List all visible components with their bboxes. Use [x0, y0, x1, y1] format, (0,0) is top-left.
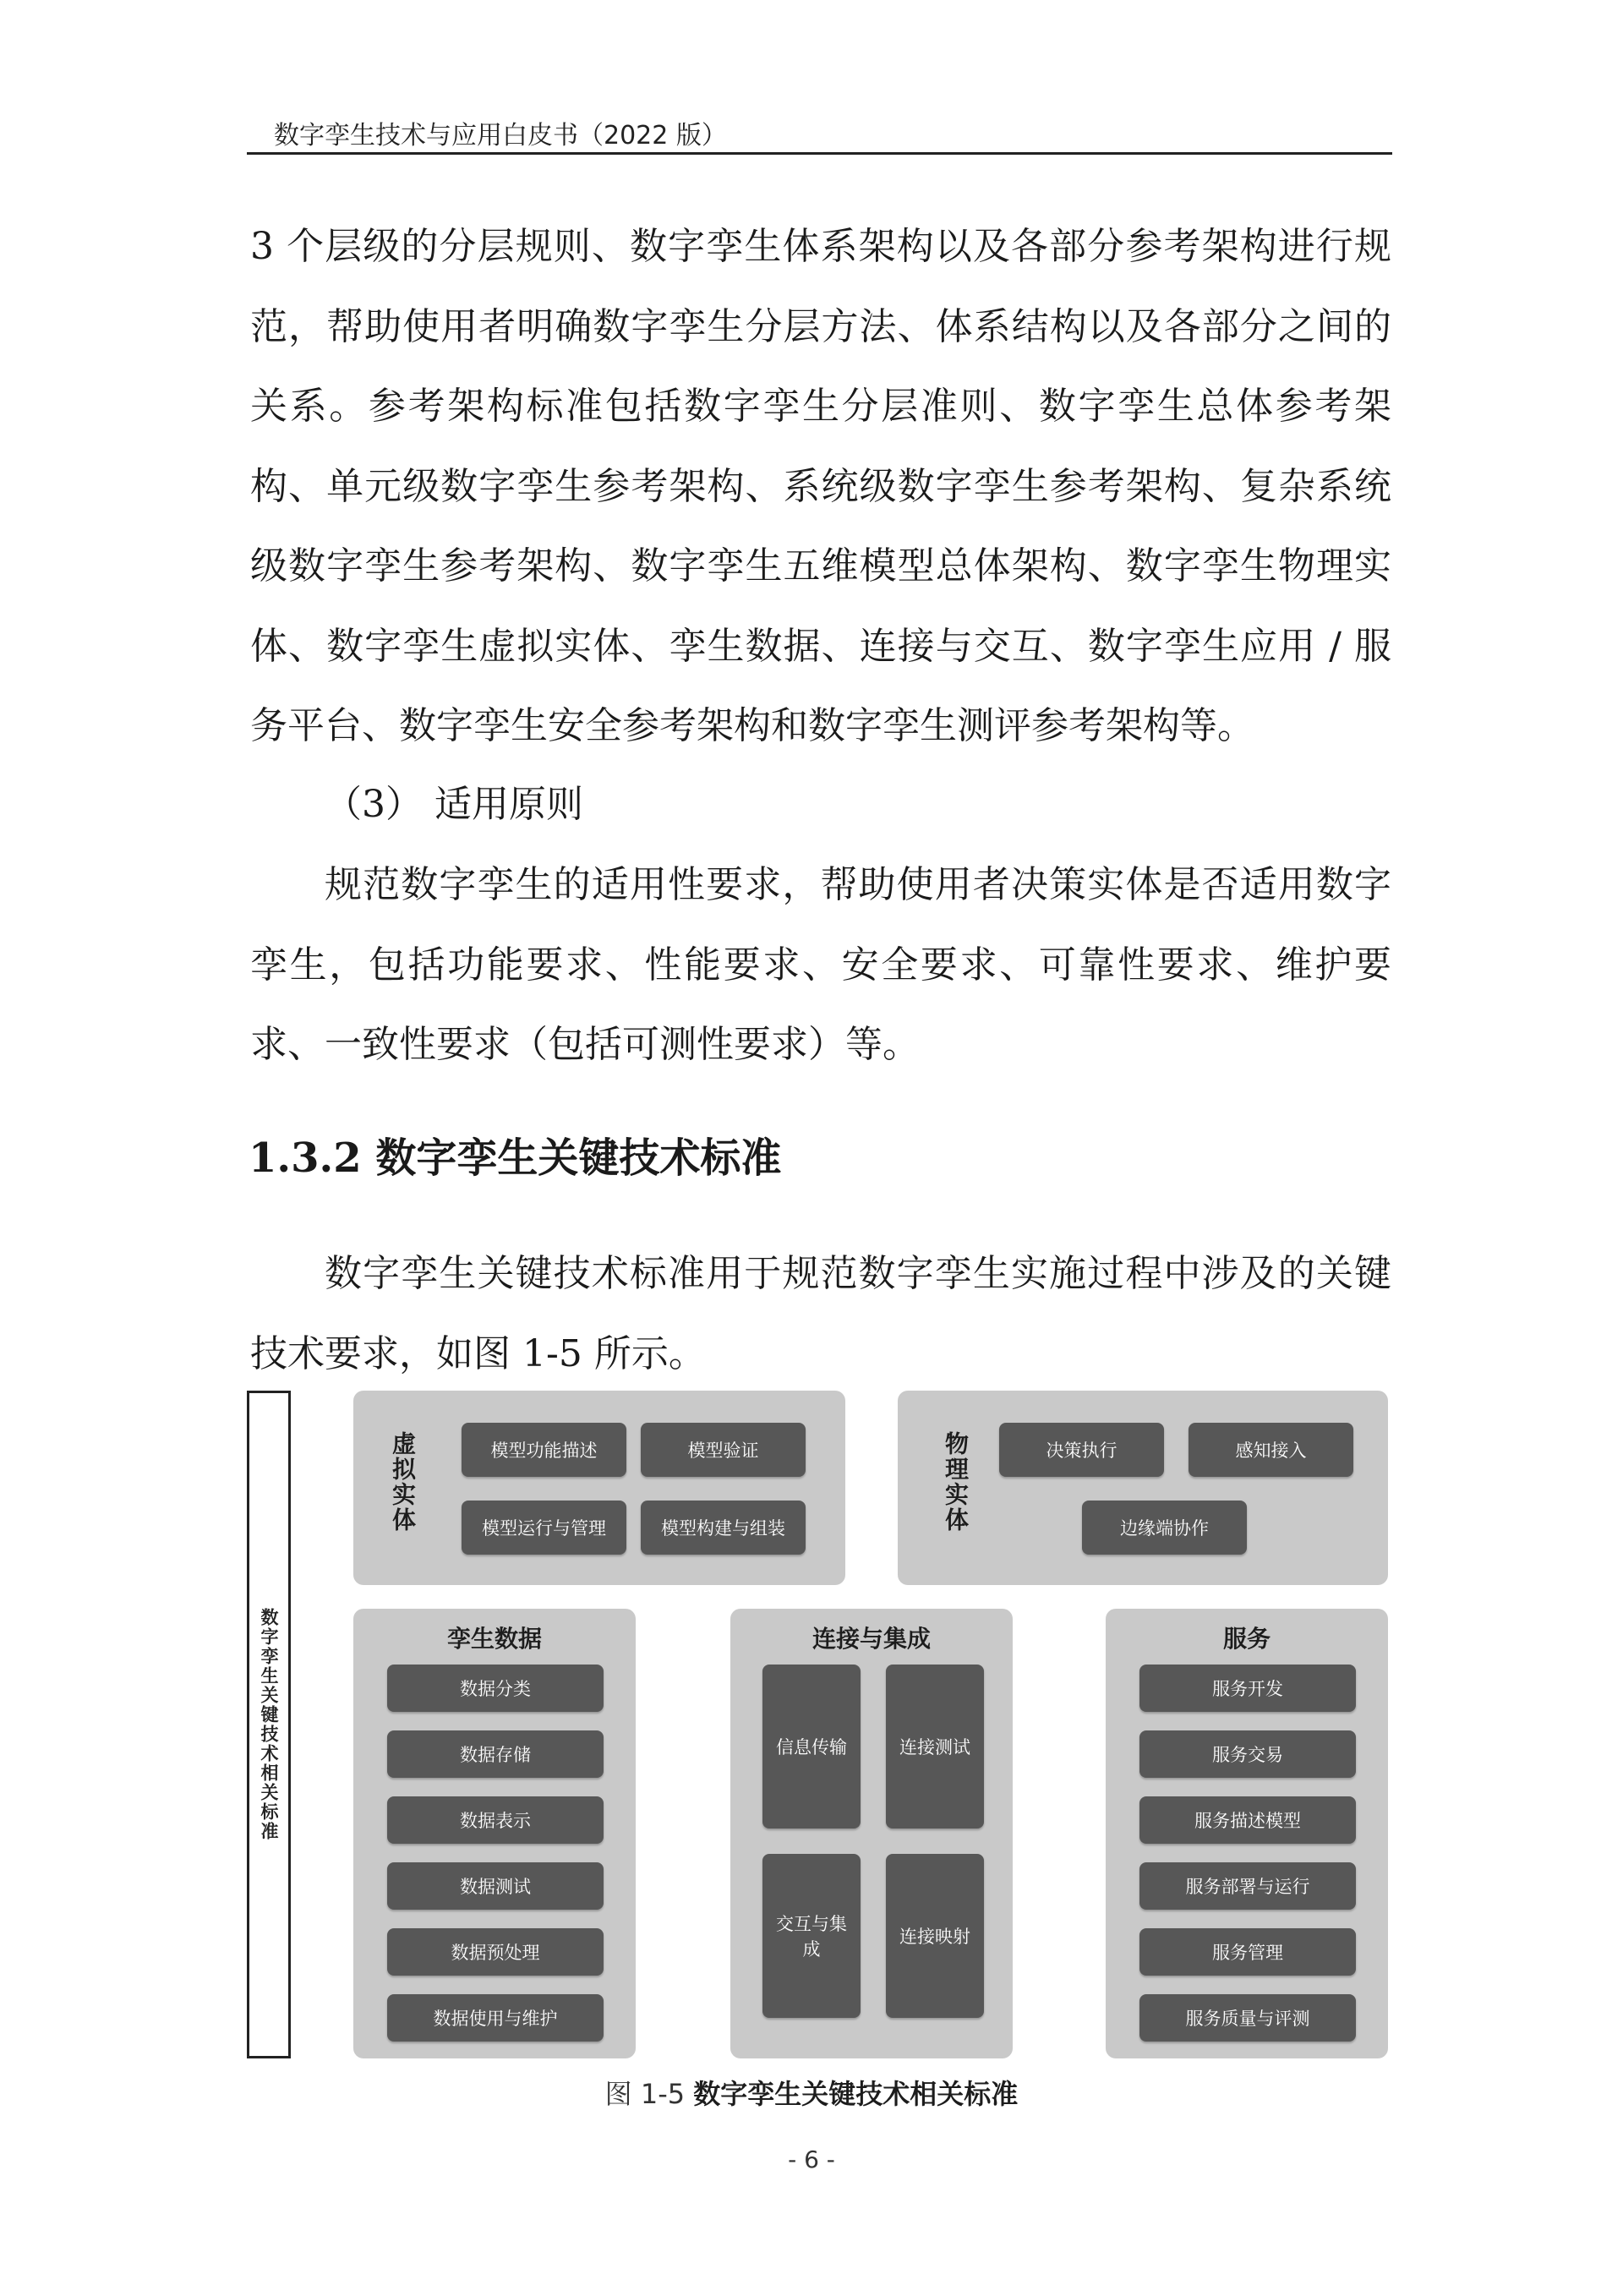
data-item: 数据使用与维护: [387, 1994, 604, 2042]
twin-data-title: 孪生数据: [446, 1625, 542, 1653]
figure-side-label: 数字孪生关键技术相关标准: [259, 1608, 279, 1841]
virtual-item: 模型运行与管理: [462, 1501, 626, 1555]
service-title: 服务: [1222, 1625, 1271, 1653]
data-item: 数据表示: [387, 1796, 604, 1844]
data-item: 数据预处理: [387, 1928, 604, 1976]
page-number: - 6 -: [788, 2146, 835, 2173]
connection-item: 信息传输: [762, 1665, 861, 1829]
virtual-item: 模型功能描述: [462, 1423, 626, 1477]
physical-item: 感知接入: [1189, 1423, 1353, 1477]
panel-virtual-entity: [353, 1391, 845, 1585]
data-item: 数据测试: [387, 1862, 604, 1910]
paragraph-3: 数字孪生关键技术标准用于规范数字孪生实施过程中涉及的关键技术要求，如图 1-5 所示。: [250, 1252, 1391, 1375]
figure-caption-number: 图 1-5: [604, 2078, 686, 2110]
paragraph-2: 规范数字孪生的适用性要求，帮助使用者决策实体是否适用数字孪生，包括功能要求、性能要求、安全要求、可靠性要求、维护要求、一致性要求（包括可测性要求）等。: [250, 863, 1391, 1066]
panel-twin-data: [353, 1609, 636, 2058]
figure-1-5: [247, 1391, 1392, 2067]
service-item: 服务描述模型: [1139, 1796, 1356, 1844]
connection-title: 连接与集成: [812, 1625, 931, 1653]
service-item: 服务交易: [1139, 1730, 1356, 1778]
figure-caption-text: 数字孪生关键技术相关标准: [693, 2078, 1019, 2110]
panel-connection-integration: [730, 1609, 1013, 2058]
connection-item: 连接测试: [886, 1665, 984, 1829]
data-item: 数据存储: [387, 1730, 604, 1778]
figure-side-label-box: [247, 1391, 291, 2058]
physical-item: 决策执行: [999, 1423, 1164, 1477]
service-item: 服务管理: [1139, 1928, 1356, 1976]
service-item: 服务开发: [1139, 1665, 1356, 1712]
figure-caption: [0, 2073, 1623, 2112]
panel-physical-entity: [898, 1391, 1388, 1585]
data-item: 数据分类: [387, 1665, 604, 1712]
virtual-item: 模型验证: [641, 1423, 806, 1477]
connection-item: 连接映射: [886, 1854, 984, 2018]
virtual-item: 模型构建与组装: [641, 1501, 806, 1555]
sub-heading-applicability: （3） 适用原则: [325, 783, 583, 826]
physical-entity-label: 物理实体: [942, 1431, 970, 1533]
section-title: 1.3.2 数字孪生关键技术标准: [249, 1134, 782, 1182]
running-header: 数字孪生技术与应用白皮书（2022 版）: [274, 121, 727, 150]
header-rule: [247, 152, 1392, 155]
virtual-entity-label: 虚拟实体: [389, 1431, 417, 1533]
service-item: 服务部署与运行: [1139, 1862, 1356, 1910]
connection-item: 交互与集成: [762, 1854, 861, 2018]
service-item: 服务质量与评测: [1139, 1994, 1356, 2042]
physical-item: 边缘端协作: [1082, 1501, 1247, 1555]
panel-service: [1106, 1609, 1388, 2058]
paragraph-1: 3 个层级的分层规则、数字孪生体系架构以及各部分参考架构进行规范，帮助使用者明确数字孪生分层方法、体系结构以及各部分之间的关系。参考架构标准包括数字孪生分层准则、数字孪生总体参考架构、单元级数字孪生参考架构、系统级数字孪生参考架构、复杂系统级数字孪生参考架构、数字孪生五维模型总体架构、数字孪生物理实体、数字孪生虚拟实体、孪生数据、连接与交互、数字孪生应用 / 服务平台、数字孪生安全参考架构和数字孪生测评参考架构等。: [250, 225, 1391, 747]
